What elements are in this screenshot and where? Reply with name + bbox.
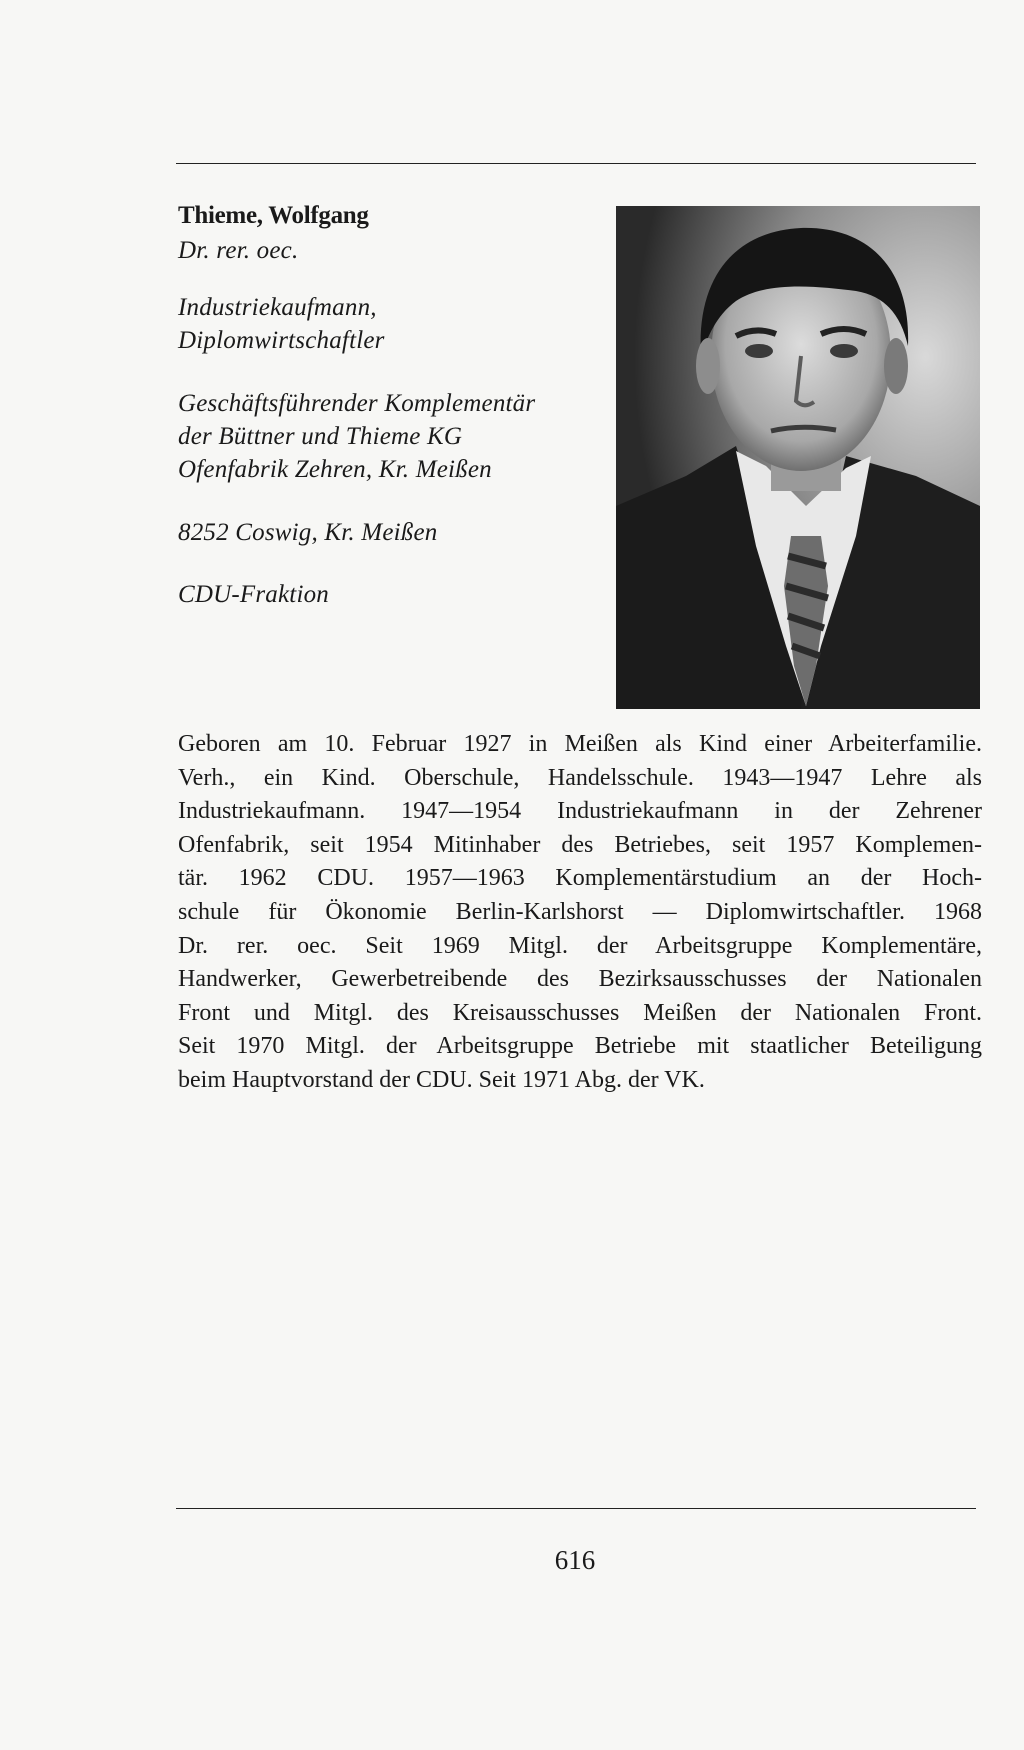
portrait-illustration (616, 206, 980, 709)
profession-line: Diplomwirtschaftler (178, 327, 385, 354)
position-line: Ofenfabrik Zehren, Kr. Meißen (178, 456, 492, 483)
position (178, 387, 535, 486)
parliamentary-fraction: CDU-Fraktion (178, 581, 329, 608)
top-rule (176, 163, 976, 164)
position-line: Geschäftsführender Komplementär (178, 390, 536, 417)
biography-line: Verh., ein Kind. Oberschule, Handelsschule. 1943—1947 Lehre als (178, 764, 982, 791)
biography-line: Industriekaufmann. 1947—1954 Industriekaufmann in der Zehrener (178, 798, 982, 825)
biography-line: Front und Mitgl. des Kreisausschusses Meißen der Nationalen Front. (178, 999, 982, 1026)
biography-line: Geboren am 10. Februar 1927 in Meißen als Kind einer Arbeiterfamilie. (178, 731, 982, 757)
biography-line: tär. 1962 CDU. 1957—1963 Komplementärstudium an der Hoch- (178, 865, 982, 892)
profession-line: Industriekaufmann, (178, 294, 377, 321)
bottom-rule (176, 1508, 976, 1509)
biography-line: Ofenfabrik, seit 1954 Mitinhaber des Betriebes, seit 1957 Komplemen- (178, 831, 982, 858)
profession (178, 291, 385, 357)
biography-line: schule für Ökonomie Berlin-Karlshorst — Diplomwirtschaftler. 1968 (178, 898, 982, 925)
biography-line: Seit 1970 Mitgl. der Arbeitsgruppe Betriebe mit staatlicher Beteiligung (178, 1033, 982, 1060)
biography-line: Handwerker, Gewerbetreibende des Bezirksausschusses der Nationalen (178, 966, 982, 993)
address: 8252 Coswig, Kr. Meißen (178, 519, 438, 546)
portrait-photo (616, 206, 980, 709)
academic-title: Dr. rer. oec. (178, 237, 299, 264)
biography (178, 728, 982, 1098)
entry-name: Thieme, Wolfgang (178, 202, 369, 229)
biography-line: beim Hauptvorstand der CDU. Seit 1971 Abg. der VK. (178, 1066, 705, 1093)
biography-line: Dr. rer. oec. Seit 1969 Mitgl. der Arbeitsgruppe Komplementäre, (178, 932, 982, 959)
page-number: 616 (554, 1545, 596, 1575)
position-line: der Büttner und Thieme KG (178, 423, 463, 450)
